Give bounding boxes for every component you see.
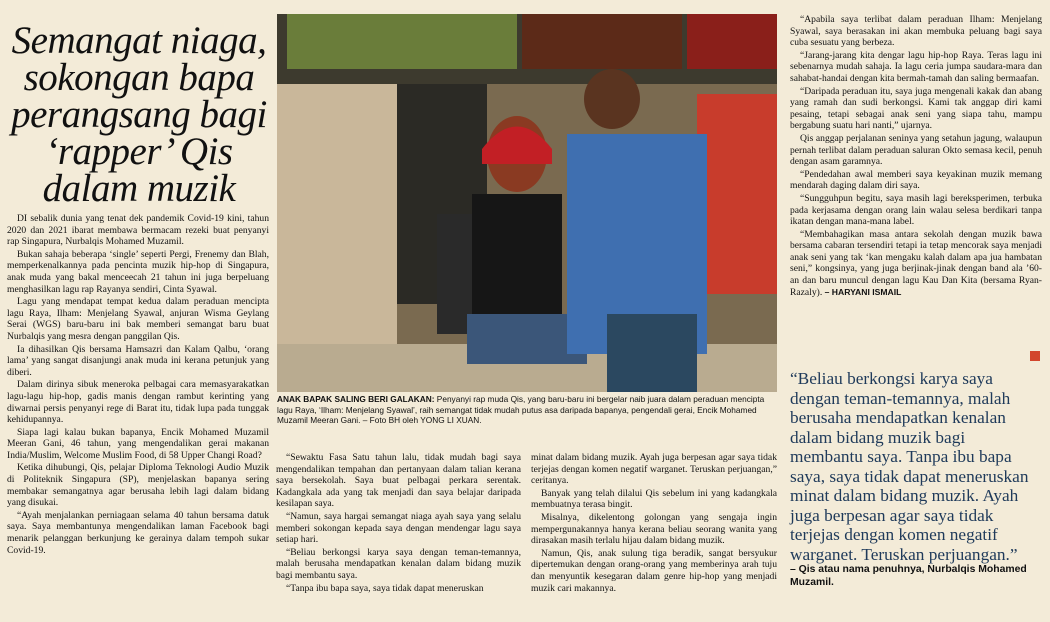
paragraph: Ketika dihubungi, Qis, pelajar Diploma Teknologi Audio Muzik di Politeknik Singapura (SP), menjelaskan bapanya sering membakar semangatnya agar berusaha lebih lagi dalam bidang yang disukai.: [7, 462, 269, 509]
paragraph: “Apabila saya terlibat dalam peraduan Ilham: Menjelang Syawal, saya berasakan ini akan membuka peluang bagi saya cuba sesuatu yang berbeza.: [790, 14, 1042, 49]
headline: Semangat niaga, sokongan bapa perangsang bagi ‘rapper’ Qis dalam muzik: [11, 19, 267, 210]
paragraph: “Tanpa ibu bapa saya, saya tidak dapat meneruskan: [286, 582, 484, 594]
article-column-1: [7, 213, 269, 557]
paragraph: “Jarang-jarang kita dengar lagu hip-hop Raya. Teras lagu ini sebenarnya mudah sahaja. Ia lagu ceria jumpa saudara-mara dan sahabat-handai dengan kita bermah-tamah dan saling bermaafan.: [790, 49, 1042, 84]
paragraph: Lagu yang mendapat tempat kedua dalam peraduan mencipta lagu Raya, Ilham: Menjelang Syawal, anjuran Wisma Geylang Serai (WGS) baru-baru ini bak memberi semangat baru buat Nurbalqis yang mesra dengan panggilan Qis.: [7, 296, 269, 342]
news-photo: [277, 14, 777, 392]
paragraph: “Beliau berkongsi karya saya dengan teman-temannya, malah berusaha mendapatkan kenalan dalam bidang muzik bagi membantu saya.: [276, 546, 521, 581]
paragraph: Siapa lagi kalau bukan bapanya, Encik Mohamed Muzamil Meeran Gani, 46 tahun, yang mengendalikan gerai makanan India/Muslim, Welcome Muslim Food, di 58 Upper Changi Road?: [7, 426, 269, 461]
paragraph: “Sewaktu Fasa Satu tahun lalu, tidak mudah bagi saya mengendalikan tempahan dan pertanyaan dalam talian kerana saya bersekolah. Saya buat pelbagai perkara serentak. Kadangkala ada yang tak menjadi dan saya belajar daripada kesilapan saya.: [276, 452, 521, 510]
paragraph: Banyak yang telah dilalui Qis sebelum ini yang kadangkala membuatnya terasa bingit.: [531, 487, 777, 511]
photo-caption: [277, 394, 777, 426]
pull-quote: “Beliau berkongsi karya saya dengan teman-temannya, malah berusaha mendapatkan kenalan dalam bidang muzik bagi membantu saya. Tanpa ibu bapa saya, saya tidak dapat meneruskan minat dalam bidang muzik. Ayah juga berpesan agar saya tidak terjejas dengan komen negatif warganet. Teruskan perjuangan.”: [790, 369, 1029, 564]
paragraph: minat dalam bidang muzik. Ayah juga berpesan agar saya tidak terjejas dengan komen negatif warganet. Teruskan perjuangan,” ceritanya.: [531, 452, 777, 487]
caption-lead: ANAK BAPAK SALING BERI GALAKAN:: [277, 394, 435, 404]
paragraph: “Pendedahan awal memberi saya keyakinan muzik memang mendarah daging dalam diri saya.: [790, 168, 1042, 192]
paragraph: Bukan sahaja beberapa ‘single’ seperti Pergi, Frenemy dan Blah, memperkenalkannya pada pencinta muzik hip-hop di Singapura, anak muda yang bakal menceecah 21 tahun ini juga berpeluang menghasilkan lagu rap Rayanya sendiri, Cinta Syawal.: [7, 248, 269, 295]
paragraph: DI sebalik dunia yang tenat dek pandemik Covid-19 kini, tahun 2020 dan 2021 ibarat membawa bermacam rezeki buat penyanyi rap Singapura, Nurbalqis Mohamed Muzamil.: [7, 213, 269, 248]
article-column-3: [531, 452, 777, 595]
paragraph: “Namun, saya hargai semangat niaga ayah saya yang selalu memberi sokongan kepada saya dengan mendengar lagu saya setiap hari.: [276, 510, 521, 546]
article-column-2: [276, 452, 521, 595]
article-column-4: [790, 14, 1042, 299]
paragraph: Dalam dirinya sibuk meneroka pelbagai cara memasyarakatkan lagu-lagu hip-hop, gadis manis dengan rambut kerinting yang diwarnai persis penyanyi rege di Barat itu, tidak lupa pada tunggak kehidupannya.: [7, 379, 269, 426]
caption-text: Penyanyi rap muda Qis, yang baru-baru ini bergelar naib juara dalam peraduan mencipta lagu Raya, ‘Ilham: Menjelang Syawal’, raih semangat tidak mudah putus asa daripada bapanya, pengendali gerai, Encik Mohamed Muzamil Meeran Gani. – Foto BH oleh YONG LI XUAN.: [277, 394, 765, 425]
paragraph: Misalnya, dikelentong golongan yang sengaja ingin mempergunakannya hanya kerana beliau seorang wanita yang dirasakan masih terlalu hijau dalam bidang muzik.: [531, 511, 777, 547]
paragraph: “Sungguhpun begitu, saya masih lagi bereksperimen, terbuka pada kerjasama dengan orang lain walau selesa berdikari tanpa ikatan dengan mana-mana label.: [790, 192, 1042, 228]
paragraph: Qis anggap perjalanan seninya yang setahun jagung, walaupun pernah terlibat dalam peraduan saluran Okto semasa kecil, penuh dengan asam garamnya.: [790, 132, 1042, 168]
paragraph: Namun, Qis, anak sulung tiga beradik, sangat bersyukur dipertemukan dengan orang-orang yang memberinya arah tuju dan menyuntik kesegaran dalam genre hip-hop yang menjadi muzik cari makannya.: [531, 547, 777, 594]
photo-illustration: [277, 14, 777, 392]
quote-attribution: – Qis atau nama penuhnya, Nurbalqis Mohamed Muzamil.: [790, 564, 1027, 588]
accent-square: [1030, 351, 1040, 361]
paragraph: [790, 229, 1042, 299]
paragraph: “Daripada peraduan itu, saya juga mengenali kakak dan abang yang ramah dan sudi berkongsi. Kami tak anggap diri kami pesaing, tetapi sebagai anak seni yang siapa tahu, mampu bergabung suatu hari nanti,” ujarnya.: [790, 85, 1042, 132]
byline: – HARYANI ISMAIL: [824, 286, 902, 297]
paragraph-text: “Membahagikan masa antara sekolah dengan muzik bawa bersama cabaran tersendiri tetapi ia tetap mencorak saya menjadi anak seni yang tak ‘kan mengaku kalah dalam apa jua hambatan seni,” kongsinya, yang juga berjinak-jinak dengan band ala ’60-an dan baru muncul dengan lagu Kau Dan Kita (bersama Ryan-Razaly).: [790, 228, 1042, 298]
paragraph: Ia dihasilkan Qis bersama Hamsazri dan Kalam Qalbu, ‘orang lama’ yang sangat disanjungi anak muda ini kerana petunjuk yang diberi.: [7, 343, 269, 378]
paragraph: “Ayah menjalankan perniagaan selama 40 tahun bersama datuk saya. Saya membantunya mengendalikan laman Facebook bagi menarik pelanggan berkunjung ke gerainya dalam tempoh sukar Covid-19.: [7, 509, 269, 556]
